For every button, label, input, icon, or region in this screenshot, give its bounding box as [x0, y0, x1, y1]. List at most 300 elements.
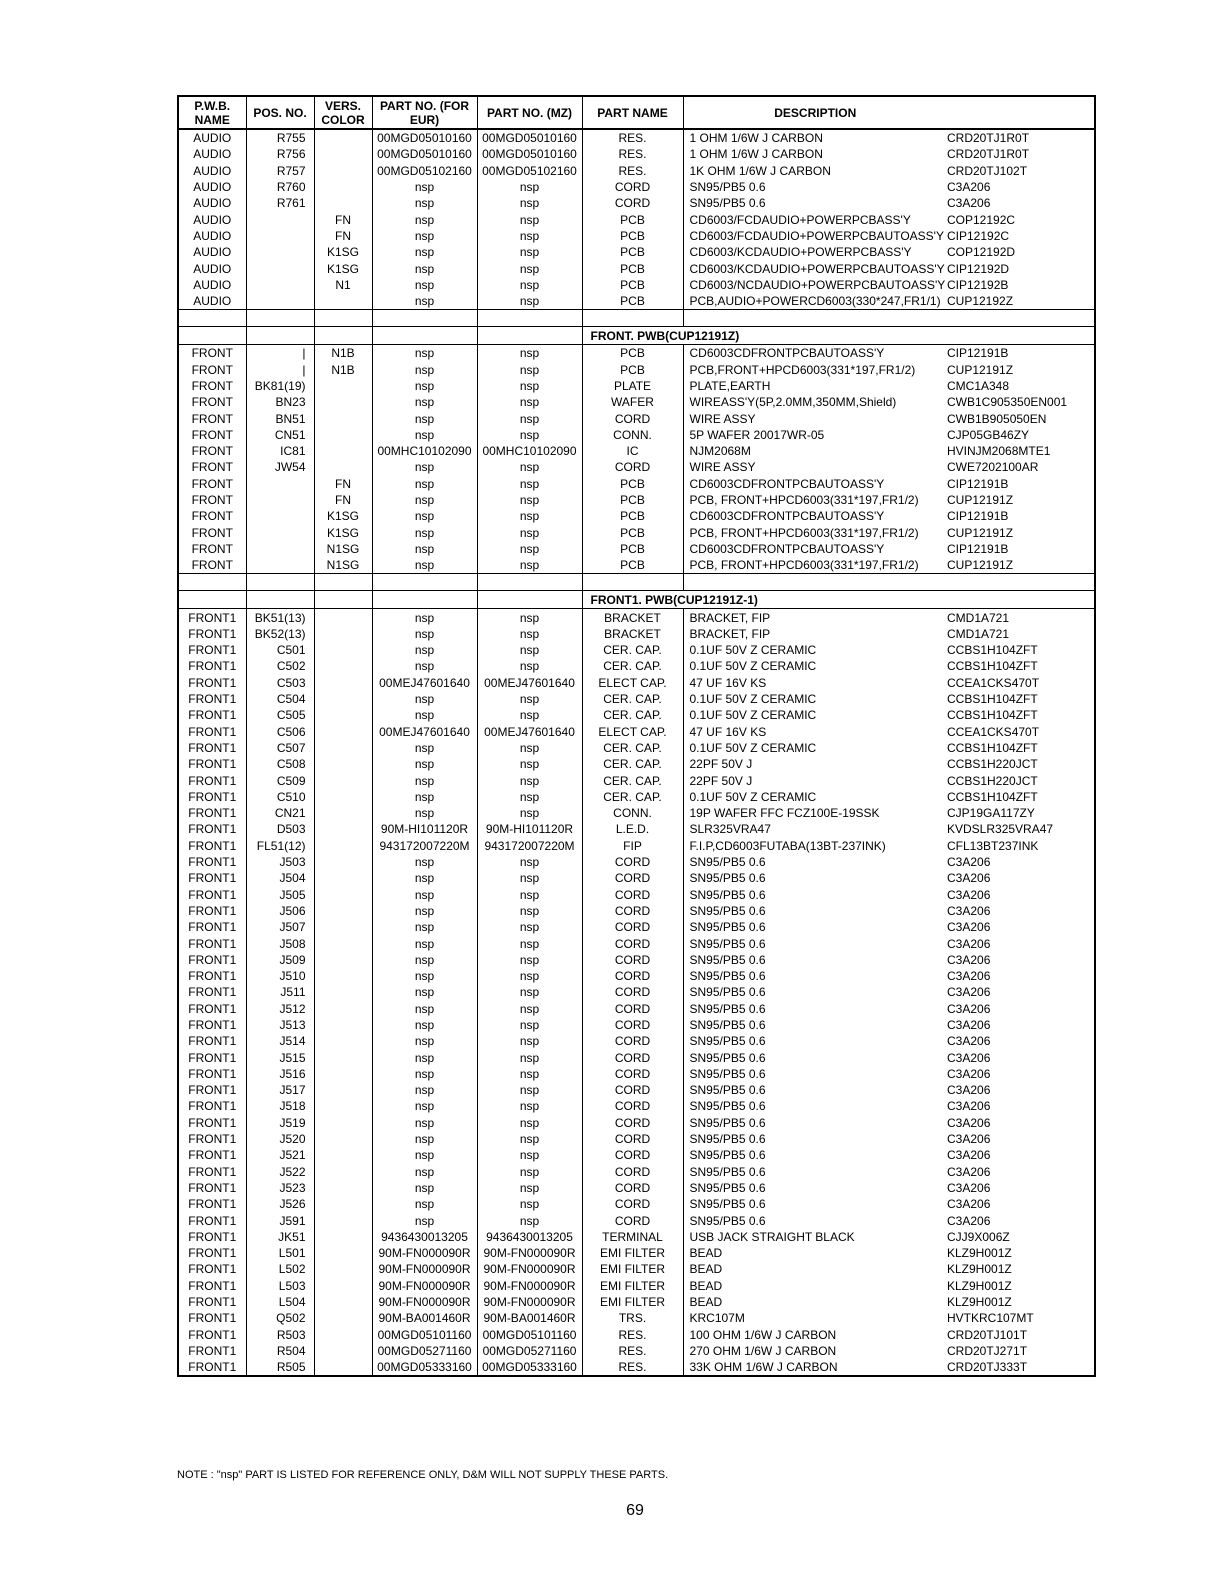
cell-pos-no: R757 [246, 163, 314, 179]
table-header-row [178, 96, 1095, 129]
cell-pos-no: Q502 [246, 1310, 314, 1326]
cell-pwb-name: AUDIO [178, 163, 246, 179]
cell-pwb-name: FRONT1 [178, 675, 246, 691]
table-row [178, 1049, 1095, 1065]
table-row [178, 443, 1095, 459]
section-header-row [178, 327, 1095, 345]
cell-vers-color [314, 658, 372, 674]
col-header-vers-color: VERS. COLOR [314, 96, 372, 129]
cell-pos-no: C503 [246, 675, 314, 691]
cell-description-code: C3A206 [947, 919, 1095, 935]
table-row [178, 362, 1095, 378]
cell-part-no-eur: nsp [372, 260, 477, 276]
cell-part-no-eur: nsp [372, 805, 477, 821]
cell-part-name: IC [582, 443, 683, 459]
cell-part-name: CORD [582, 195, 683, 211]
cell-description-code: CIP12191B [947, 476, 1095, 492]
table-row [178, 1245, 1095, 1261]
cell-part-no-mz: nsp [477, 609, 582, 626]
cell-part-no-eur: nsp [372, 378, 477, 394]
cell-description-code: CUP12191Z [947, 362, 1095, 378]
cell-part-name: CORD [582, 886, 683, 902]
cell-description-code: CIP12191B [947, 508, 1095, 524]
table-row [178, 658, 1095, 674]
cell-description-code: C3A206 [947, 1180, 1095, 1196]
cell-vers-color [314, 443, 372, 459]
table-row [178, 228, 1095, 244]
cell-part-name: EMI FILTER [582, 1261, 683, 1277]
cell-description: CD6003/FCDAUDIO+POWERPCBAUTOASS'Y [683, 228, 947, 244]
cell-part-no-mz: 00MHC10102090 [477, 443, 582, 459]
table-row [178, 1359, 1095, 1376]
table-row [178, 903, 1095, 919]
cell-part-name: PCB [582, 492, 683, 508]
cell-pos-no: CN51 [246, 427, 314, 443]
cell-part-name: PCB [582, 277, 683, 293]
cell-part-no-mz: nsp [477, 935, 582, 951]
cell-part-name: CORD [582, 870, 683, 886]
cell-description-code: CUP12192Z [947, 293, 1095, 310]
cell-part-no-mz: nsp [477, 1033, 582, 1049]
cell-part-no-mz: nsp [477, 394, 582, 410]
cell-part-no-mz: nsp [477, 228, 582, 244]
cell-description: 22PF 50V J [683, 756, 947, 772]
cell-part-no-mz: 00MEJ47601640 [477, 675, 582, 691]
empty-cell [477, 327, 582, 345]
table-row [178, 1033, 1095, 1049]
cell-part-no-eur: nsp [372, 195, 477, 211]
cell-description: 0.1UF 50V Z CERAMIC [683, 642, 947, 658]
table-row [178, 626, 1095, 642]
cell-pos-no: C507 [246, 740, 314, 756]
cell-pos-no [246, 525, 314, 541]
table-row [178, 609, 1095, 626]
empty-cell [178, 574, 246, 591]
cell-vers-color: K1SG [314, 244, 372, 260]
cell-pos-no: BK51(13) [246, 609, 314, 626]
cell-part-no-eur: nsp [372, 244, 477, 260]
cell-pwb-name: FRONT1 [178, 1098, 246, 1114]
table-row [178, 492, 1095, 508]
cell-description-code: CWE7202100AR [947, 459, 1095, 475]
cell-part-name: EMI FILTER [582, 1278, 683, 1294]
table-row [178, 870, 1095, 886]
cell-part-no-eur: nsp [372, 903, 477, 919]
cell-pos-no: L504 [246, 1294, 314, 1310]
cell-description: SN95/PB5 0.6 [683, 984, 947, 1000]
cell-description: BEAD [683, 1261, 947, 1277]
cell-description-code: CCBS1H104ZFT [947, 789, 1095, 805]
cell-pwb-name: FRONT1 [178, 740, 246, 756]
cell-part-no-eur: nsp [372, 1147, 477, 1163]
cell-description-code: C3A206 [947, 1001, 1095, 1017]
cell-part-name: CORD [582, 1115, 683, 1131]
cell-vers-color [314, 1196, 372, 1212]
cell-part-no-mz: nsp [477, 756, 582, 772]
cell-part-no-mz: nsp [477, 1082, 582, 1098]
cell-description: 0.1UF 50V Z CERAMIC [683, 658, 947, 674]
cell-part-no-eur: nsp [372, 362, 477, 378]
cell-description: BRACKET, FIP [683, 626, 947, 642]
cell-pwb-name: FRONT [178, 492, 246, 508]
cell-part-no-mz: nsp [477, 1212, 582, 1228]
cell-pos-no: J514 [246, 1033, 314, 1049]
cell-part-name: CORD [582, 968, 683, 984]
table-row [178, 772, 1095, 788]
col-header-part-no-mz: PART NO. (MZ) [477, 96, 582, 129]
cell-description: CD6003CDFRONTPCBAUTOASS'Y [683, 476, 947, 492]
cell-description: SN95/PB5 0.6 [683, 1180, 947, 1196]
cell-pos-no [246, 508, 314, 524]
cell-pos-no: J515 [246, 1049, 314, 1065]
cell-vers-color [314, 1115, 372, 1131]
section-title: FRONT. PWB(CUP12191Z) [582, 327, 1095, 345]
cell-description-code: CRD20TJ271T [947, 1343, 1095, 1359]
cell-pos-no: C502 [246, 658, 314, 674]
cell-description-code: KLZ9H001Z [947, 1278, 1095, 1294]
parts-list-table [177, 95, 1096, 1377]
cell-part-no-eur: 00MEJ47601640 [372, 675, 477, 691]
table-row [178, 293, 1095, 310]
cell-vers-color [314, 952, 372, 968]
cell-description: 0.1UF 50V Z CERAMIC [683, 707, 947, 723]
cell-description: WIRE ASSY [683, 410, 947, 426]
cell-part-no-eur: nsp [372, 459, 477, 475]
cell-description-code: C3A206 [947, 1033, 1095, 1049]
empty-cell [683, 574, 947, 591]
cell-pos-no [246, 228, 314, 244]
cell-part-no-eur: nsp [372, 854, 477, 870]
cell-vers-color [314, 1343, 372, 1359]
cell-part-name: RES. [582, 1343, 683, 1359]
empty-cell [372, 327, 477, 345]
cell-description: 1 OHM 1/6W J CARBON [683, 129, 947, 146]
empty-cell [178, 327, 246, 345]
cell-part-no-mz: 00MGD05101160 [477, 1326, 582, 1342]
cell-pos-no: J519 [246, 1115, 314, 1131]
cell-part-no-mz: nsp [477, 1017, 582, 1033]
cell-part-no-mz: nsp [477, 1147, 582, 1163]
cell-description: BEAD [683, 1245, 947, 1261]
cell-pos-no: J503 [246, 854, 314, 870]
cell-pwb-name: FRONT1 [178, 1164, 246, 1180]
cell-pos-no: L503 [246, 1278, 314, 1294]
cell-part-no-mz: nsp [477, 854, 582, 870]
cell-pwb-name: FRONT1 [178, 642, 246, 658]
cell-pwb-name: FRONT1 [178, 821, 246, 837]
cell-part-no-mz: nsp [477, 541, 582, 557]
cell-vers-color [314, 1294, 372, 1310]
cell-part-no-eur: 00MGD05101160 [372, 1326, 477, 1342]
cell-part-no-mz: nsp [477, 1066, 582, 1082]
cell-pos-no: J505 [246, 886, 314, 902]
cell-pwb-name: FRONT1 [178, 724, 246, 740]
cell-part-name: CER. CAP. [582, 740, 683, 756]
cell-pos-no: J512 [246, 1001, 314, 1017]
cell-vers-color [314, 1261, 372, 1277]
cell-pwb-name: FRONT1 [178, 1359, 246, 1376]
cell-part-name: CORD [582, 459, 683, 475]
cell-pos-no: CN21 [246, 805, 314, 821]
col-header-pos-no: POS. NO. [246, 96, 314, 129]
cell-description-code: CUP12191Z [947, 525, 1095, 541]
table-row [178, 821, 1095, 837]
cell-part-no-eur: nsp [372, 1049, 477, 1065]
cell-vers-color [314, 789, 372, 805]
cell-description-code: C3A206 [947, 854, 1095, 870]
cell-pos-no [246, 211, 314, 227]
cell-pos-no: J516 [246, 1066, 314, 1082]
cell-description: SN95/PB5 0.6 [683, 1164, 947, 1180]
cell-vers-color: N1B [314, 345, 372, 362]
cell-pos-no: BN23 [246, 394, 314, 410]
cell-part-no-mz: 00MGD05333160 [477, 1359, 582, 1376]
cell-pwb-name: FRONT [178, 557, 246, 574]
cell-part-no-mz: 90M-FN000090R [477, 1261, 582, 1277]
cell-part-no-eur: 00MGD05010160 [372, 129, 477, 146]
cell-pwb-name: FRONT1 [178, 903, 246, 919]
table-row [178, 1164, 1095, 1180]
cell-pwb-name: FRONT1 [178, 1212, 246, 1228]
cell-description-code: CMD1A721 [947, 609, 1095, 626]
cell-part-name: PCB [582, 260, 683, 276]
cell-pos-no: C501 [246, 642, 314, 658]
cell-part-no-eur: nsp [372, 410, 477, 426]
empty-cell [582, 310, 683, 327]
cell-description-code: KLZ9H001Z [947, 1294, 1095, 1310]
cell-description-code: CWB1B905050EN [947, 410, 1095, 426]
cell-description: 1 OHM 1/6W J CARBON [683, 146, 947, 162]
cell-part-name: PLATE [582, 378, 683, 394]
section-title: FRONT1. PWB(CUP12191Z-1) [582, 591, 1095, 609]
cell-part-name: CORD [582, 1001, 683, 1017]
cell-part-no-mz: 00MGD05010160 [477, 146, 582, 162]
cell-description-code: C3A206 [947, 1082, 1095, 1098]
cell-part-no-eur: nsp [372, 626, 477, 642]
cell-description-code: CJJ9X006Z [947, 1229, 1095, 1245]
cell-description-code: CFL13BT237INK [947, 838, 1095, 854]
table-row [178, 378, 1095, 394]
cell-part-no-eur: nsp [372, 1131, 477, 1147]
cell-part-no-mz: nsp [477, 952, 582, 968]
cell-description: SN95/PB5 0.6 [683, 1131, 947, 1147]
cell-part-name: PCB [582, 557, 683, 574]
empty-cell [947, 574, 1095, 591]
cell-pwb-name: FRONT1 [178, 626, 246, 642]
cell-description-code: C3A206 [947, 886, 1095, 902]
cell-vers-color [314, 626, 372, 642]
cell-part-no-mz: nsp [477, 626, 582, 642]
cell-part-no-mz: nsp [477, 886, 582, 902]
cell-description: 22PF 50V J [683, 772, 947, 788]
cell-pwb-name: FRONT1 [178, 1066, 246, 1082]
cell-description-code: CRD20TJ1R0T [947, 146, 1095, 162]
cell-part-name: PCB [582, 211, 683, 227]
table-row [178, 952, 1095, 968]
cell-pwb-name: FRONT [178, 541, 246, 557]
col-header-part-no-eur: PART NO. (FOR EUR) [372, 96, 477, 129]
cell-part-no-eur: nsp [372, 772, 477, 788]
table-row [178, 1196, 1095, 1212]
table-row [178, 756, 1095, 772]
cell-part-no-mz: nsp [477, 1196, 582, 1212]
cell-description: BEAD [683, 1278, 947, 1294]
cell-description-code: CIP12192B [947, 277, 1095, 293]
cell-description: SN95/PB5 0.6 [683, 952, 947, 968]
cell-description-code: CCBS1H220JCT [947, 756, 1095, 772]
cell-part-name: CORD [582, 854, 683, 870]
cell-vers-color [314, 724, 372, 740]
cell-pos-no: R503 [246, 1326, 314, 1342]
cell-pwb-name: FRONT1 [178, 1343, 246, 1359]
cell-pwb-name: FRONT1 [178, 772, 246, 788]
cell-part-no-mz: 90M-FN000090R [477, 1278, 582, 1294]
cell-part-no-mz: nsp [477, 260, 582, 276]
cell-vers-color: N1SG [314, 557, 372, 574]
cell-pwb-name: FRONT1 [178, 1131, 246, 1147]
cell-pwb-name: FRONT1 [178, 1147, 246, 1163]
cell-part-name: RES. [582, 1359, 683, 1376]
cell-pos-no: J510 [246, 968, 314, 984]
cell-part-no-eur: 9436430013205 [372, 1229, 477, 1245]
cell-pwb-name: FRONT1 [178, 658, 246, 674]
cell-part-no-eur: nsp [372, 1212, 477, 1228]
table-row [178, 541, 1095, 557]
table-row [178, 525, 1095, 541]
cell-vers-color [314, 886, 372, 902]
cell-description-code: CUP12191Z [947, 492, 1095, 508]
cell-part-name: PCB [582, 362, 683, 378]
cell-part-name: CORD [582, 1147, 683, 1163]
cell-vers-color [314, 870, 372, 886]
cell-part-no-mz: 00MGD05102160 [477, 163, 582, 179]
cell-pos-no: R760 [246, 179, 314, 195]
cell-part-name: CER. CAP. [582, 707, 683, 723]
cell-description: SN95/PB5 0.6 [683, 1017, 947, 1033]
cell-pwb-name: AUDIO [178, 146, 246, 162]
cell-part-no-mz: nsp [477, 789, 582, 805]
cell-part-no-eur: nsp [372, 642, 477, 658]
table-row [178, 427, 1095, 443]
cell-vers-color [314, 410, 372, 426]
cell-vers-color [314, 838, 372, 854]
cell-part-name: CORD [582, 952, 683, 968]
cell-part-no-mz: nsp [477, 870, 582, 886]
cell-vers-color [314, 1229, 372, 1245]
cell-pos-no [246, 293, 314, 310]
cell-pwb-name: FRONT [178, 362, 246, 378]
table-row [178, 1066, 1095, 1082]
cell-part-name: BRACKET [582, 626, 683, 642]
table-row [178, 1017, 1095, 1033]
table-row [178, 1229, 1095, 1245]
cell-pos-no: C504 [246, 691, 314, 707]
cell-description: 47 UF 16V KS [683, 724, 947, 740]
cell-part-name: PCB [582, 525, 683, 541]
cell-part-no-eur: 943172007220M [372, 838, 477, 854]
cell-part-name: CORD [582, 410, 683, 426]
cell-description-code: C3A206 [947, 1212, 1095, 1228]
cell-part-no-mz: nsp [477, 805, 582, 821]
empty-cell [314, 327, 372, 345]
cell-pwb-name: FRONT1 [178, 805, 246, 821]
cell-part-name: PCB [582, 345, 683, 362]
cell-pwb-name: AUDIO [178, 129, 246, 146]
cell-description: SN95/PB5 0.6 [683, 1098, 947, 1114]
cell-description-code: C3A206 [947, 935, 1095, 951]
cell-description: CD6003/KCDAUDIO+POWERPCBAUTOASS'Y [683, 260, 947, 276]
table-row [178, 1082, 1095, 1098]
cell-part-name: L.E.D. [582, 821, 683, 837]
cell-part-no-eur: nsp [372, 1082, 477, 1098]
cell-description: 100 OHM 1/6W J CARBON [683, 1326, 947, 1342]
cell-part-no-eur: nsp [372, 345, 477, 362]
cell-pos-no: J507 [246, 919, 314, 935]
cell-description-code: CCBS1H104ZFT [947, 707, 1095, 723]
cell-description: SN95/PB5 0.6 [683, 195, 947, 211]
cell-part-no-mz: nsp [477, 691, 582, 707]
cell-vers-color: FN [314, 476, 372, 492]
cell-part-no-eur: nsp [372, 691, 477, 707]
cell-part-name: RES. [582, 129, 683, 146]
cell-part-no-eur: nsp [372, 525, 477, 541]
cell-description-code: CJP05GB46ZY [947, 427, 1095, 443]
cell-description: BRACKET, FIP [683, 609, 947, 626]
cell-part-no-eur: nsp [372, 541, 477, 557]
cell-vers-color: N1SG [314, 541, 372, 557]
table-row [178, 179, 1095, 195]
cell-pwb-name: FRONT1 [178, 1294, 246, 1310]
table-row [178, 260, 1095, 276]
cell-part-no-eur: nsp [372, 707, 477, 723]
cell-description-code: HVTKRC107MT [947, 1310, 1095, 1326]
table-row [178, 163, 1095, 179]
col-header-description-code [947, 96, 1095, 129]
table-row [178, 557, 1095, 574]
cell-description-code: CRD20TJ1R0T [947, 129, 1095, 146]
table-row [178, 675, 1095, 691]
cell-part-name: PCB [582, 228, 683, 244]
cell-vers-color [314, 707, 372, 723]
cell-part-no-eur: nsp [372, 277, 477, 293]
cell-description-code: KLZ9H001Z [947, 1245, 1095, 1261]
cell-vers-color [314, 1326, 372, 1342]
cell-description: 47 UF 16V KS [683, 675, 947, 691]
cell-part-no-eur: nsp [372, 476, 477, 492]
cell-description-code: CRD20TJ101T [947, 1326, 1095, 1342]
cell-part-no-mz: nsp [477, 277, 582, 293]
cell-part-no-mz: nsp [477, 195, 582, 211]
cell-part-no-eur: 00MGD05333160 [372, 1359, 477, 1376]
table-row [178, 244, 1095, 260]
cell-vers-color [314, 378, 372, 394]
cell-vers-color [314, 459, 372, 475]
cell-pwb-name: FRONT [178, 427, 246, 443]
cell-part-no-eur: nsp [372, 1180, 477, 1196]
cell-pwb-name: FRONT [178, 525, 246, 541]
cell-part-no-mz: nsp [477, 740, 582, 756]
cell-description: SN95/PB5 0.6 [683, 870, 947, 886]
cell-pos-no: J517 [246, 1082, 314, 1098]
cell-pos-no [246, 476, 314, 492]
empty-cell [477, 591, 582, 609]
cell-vers-color [314, 984, 372, 1000]
table-row [178, 1294, 1095, 1310]
cell-part-no-eur: nsp [372, 756, 477, 772]
cell-pos-no: R504 [246, 1343, 314, 1359]
cell-part-no-mz: nsp [477, 642, 582, 658]
empty-cell [477, 310, 582, 327]
